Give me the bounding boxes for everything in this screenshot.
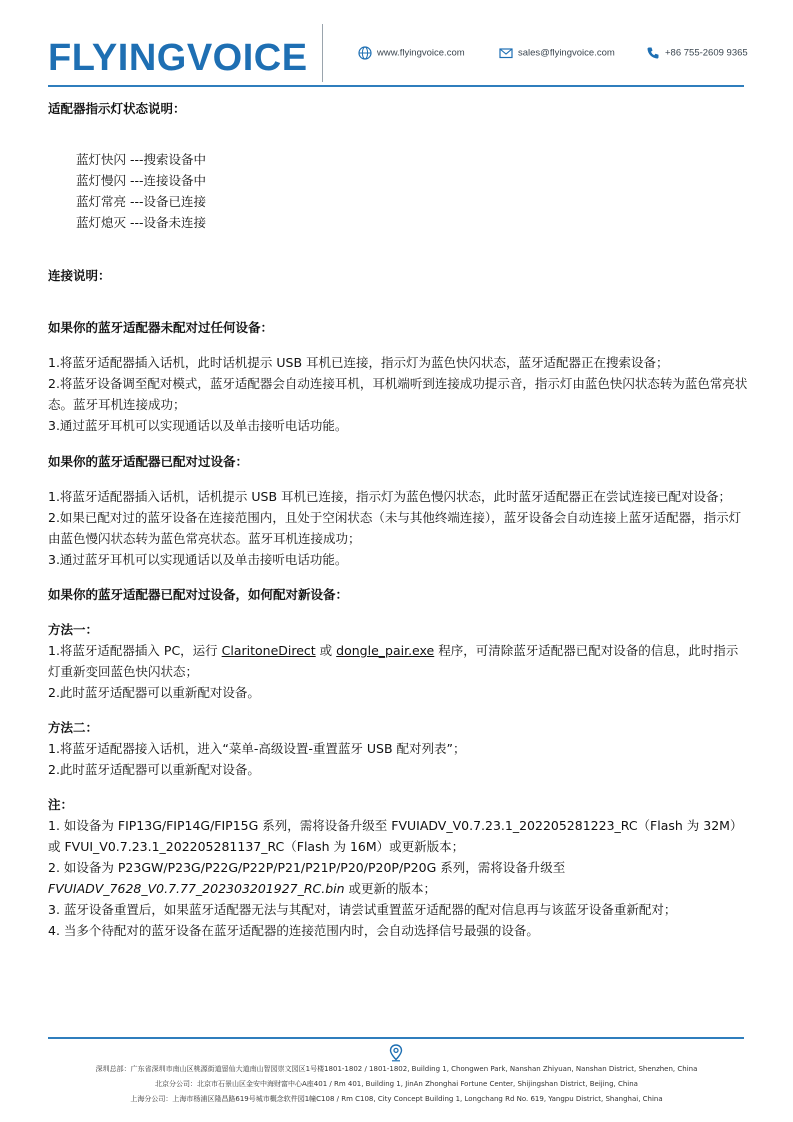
phone-number: +86 755-2609 9365: [665, 47, 748, 59]
paired-step: 2.如果已配对过的蓝牙设备在连接范围内，且处于空闲状态（未与其他终端连接），蓝牙设备会自动连接上蓝牙适配器，指示灯由蓝色慢闪状态转为蓝色常亮状态。蓝牙耳机连接成功；: [48, 510, 742, 546]
unpaired-step: 2.将蓝牙设备调至配对模式，蓝牙适配器会自动连接耳机，耳机端听到连接成功提示音，指示灯由蓝色快闪状态转为蓝色常亮状态。蓝牙耳机连接成功；: [48, 376, 748, 412]
document-body: [48, 98, 748, 941]
globe-icon: [358, 46, 372, 60]
method1-text-a: 1.将蓝牙适配器插入 PC，运行: [48, 643, 222, 658]
firmware-filename: FVUIADV_7628_V0.7.77_202303201927_RC.bin: [48, 881, 345, 896]
indicator-item: 蓝灯常亮 ---设备已连接: [76, 194, 207, 209]
email-contact: [499, 46, 615, 61]
paired-step: 3.通过蓝牙耳机可以实现通话以及单击接听电话功能。: [48, 552, 348, 567]
method2-title: 方法二：: [48, 720, 99, 735]
unpaired-title: 如果你的蓝牙适配器未配对过任何设备：: [48, 320, 274, 335]
note-item: 1. 如设备为 FIP13G/FIP14G/FIP15G 系列，需将设备升级至 FVUIADV_V0.7.23.1_202205281223_RC（Flash 为 32M）或 FVUI_V0.7.23.1_202205281137_RC（Flash 为 16M）或更新版本；: [48, 818, 743, 854]
claritone-link[interactable]: ClaritoneDirect: [221, 643, 316, 658]
note-item: 3. 蓝牙设备重置后，如果蓝牙适配器无法与其配对，请尝试重置蓝牙适配器的配对信息再与该蓝牙设备重新配对；: [48, 902, 677, 917]
notes-title: 注：: [48, 797, 74, 812]
website-contact: [358, 46, 465, 61]
footer-address-shenzhen: 深圳总部：广东省深圳市南山区桃源街道留仙大道南山智园崇文园区1号楼1801-1802 / 1801-1802, Building 1, Chongwen Park, Nanshan Zhiyuan, Nanshan District, Shenzhen, China: [95, 1065, 698, 1073]
method1-step-1: [48, 640, 748, 682]
location-pin-icon: [388, 1044, 404, 1062]
note-2-tail: 或更新的版本；: [344, 881, 437, 896]
method1-title: 方法一：: [48, 622, 99, 637]
page-header: [0, 0, 793, 90]
connection-title: 连接说明：: [48, 268, 111, 283]
header-rule: [48, 85, 744, 87]
phone-contact: [646, 46, 748, 61]
method2-step-2: 2.此时蓝牙适配器可以重新配对设备。: [48, 762, 260, 777]
note-2-text: 2. 如设备为 P23GW/P23G/P22G/P22P/P21/P21P/P20/P20P/P20G 系列，需将设备升级至: [48, 860, 566, 875]
method1-text-b: 或: [315, 643, 337, 658]
indicator-item: 蓝灯熄灭 ---设备未连接: [76, 215, 207, 230]
company-logo: FLYINGVOICE: [48, 37, 308, 79]
unpaired-step: 1.将蓝牙适配器插入话机，此时话机提示 USB 耳机已连接，指示灯为蓝色快闪状态，蓝牙适配器正在搜索设备；: [48, 355, 669, 370]
phone-icon: [646, 46, 660, 60]
method1-step-2: 2.此时蓝牙适配器可以重新配对设备。: [48, 685, 260, 700]
indicator-item: 蓝灯慢闪 ---连接设备中: [76, 173, 207, 188]
paired-step: 1.将蓝牙适配器插入话机，话机提示 USB 耳机已连接，指示灯为蓝色慢闪状态，此时蓝牙适配器正在尝试连接已配对设备；: [48, 489, 732, 504]
website-link[interactable]: www.flyingvoice.com: [377, 47, 465, 59]
unpaired-step: 3.通过蓝牙耳机可以实现通话以及单击接听电话功能。: [48, 418, 348, 433]
dongle-pair-link[interactable]: dongle_pair.exe: [336, 643, 435, 658]
indicator-title: 适配器指示灯状态说明：: [48, 101, 186, 116]
method2-step-1: 1.将蓝牙适配器接入话机，进入“菜单-高级设置-重置蓝牙 USB 配对列表”；: [48, 741, 466, 756]
page-footer: [0, 1062, 793, 1107]
mail-icon: [499, 46, 513, 60]
footer-address-shanghai: 上海分公司：上海市杨浦区隆昌路619号城市概念软件园1幢C108 / Rm C108, City Concept Building 1, Longchang Rd No. 619, Yangpu District, Shanghai, China: [130, 1095, 663, 1103]
indicator-item: 蓝灯快闪 ---搜索设备中: [76, 152, 207, 167]
method1-text-c: 程序，可清除蓝牙适配器已配对设备的信息，此时指示灯重新变回蓝色快闪状态；: [48, 643, 739, 679]
note-item: 4. 当多个待配对的蓝牙设备在蓝牙适配器的连接范围内时，会自动选择信号最强的设备。: [48, 923, 539, 938]
header-divider: [322, 24, 323, 82]
email-link[interactable]: sales@flyingvoice.com: [518, 47, 615, 59]
repair-title: 如果你的蓝牙适配器已配对过设备，如何配对新设备：: [48, 587, 349, 602]
footer-rule: [48, 1037, 744, 1039]
footer-address-beijing: 北京分公司：北京市石景山区金安中海财富中心A座401 / Rm 401, Building 1, JinAn Zhonghai Fortune Center, Shijingshan District, Beijing, China: [155, 1080, 638, 1088]
paired-title: 如果你的蓝牙适配器已配对过设备：: [48, 454, 249, 469]
note-item: [48, 857, 748, 899]
